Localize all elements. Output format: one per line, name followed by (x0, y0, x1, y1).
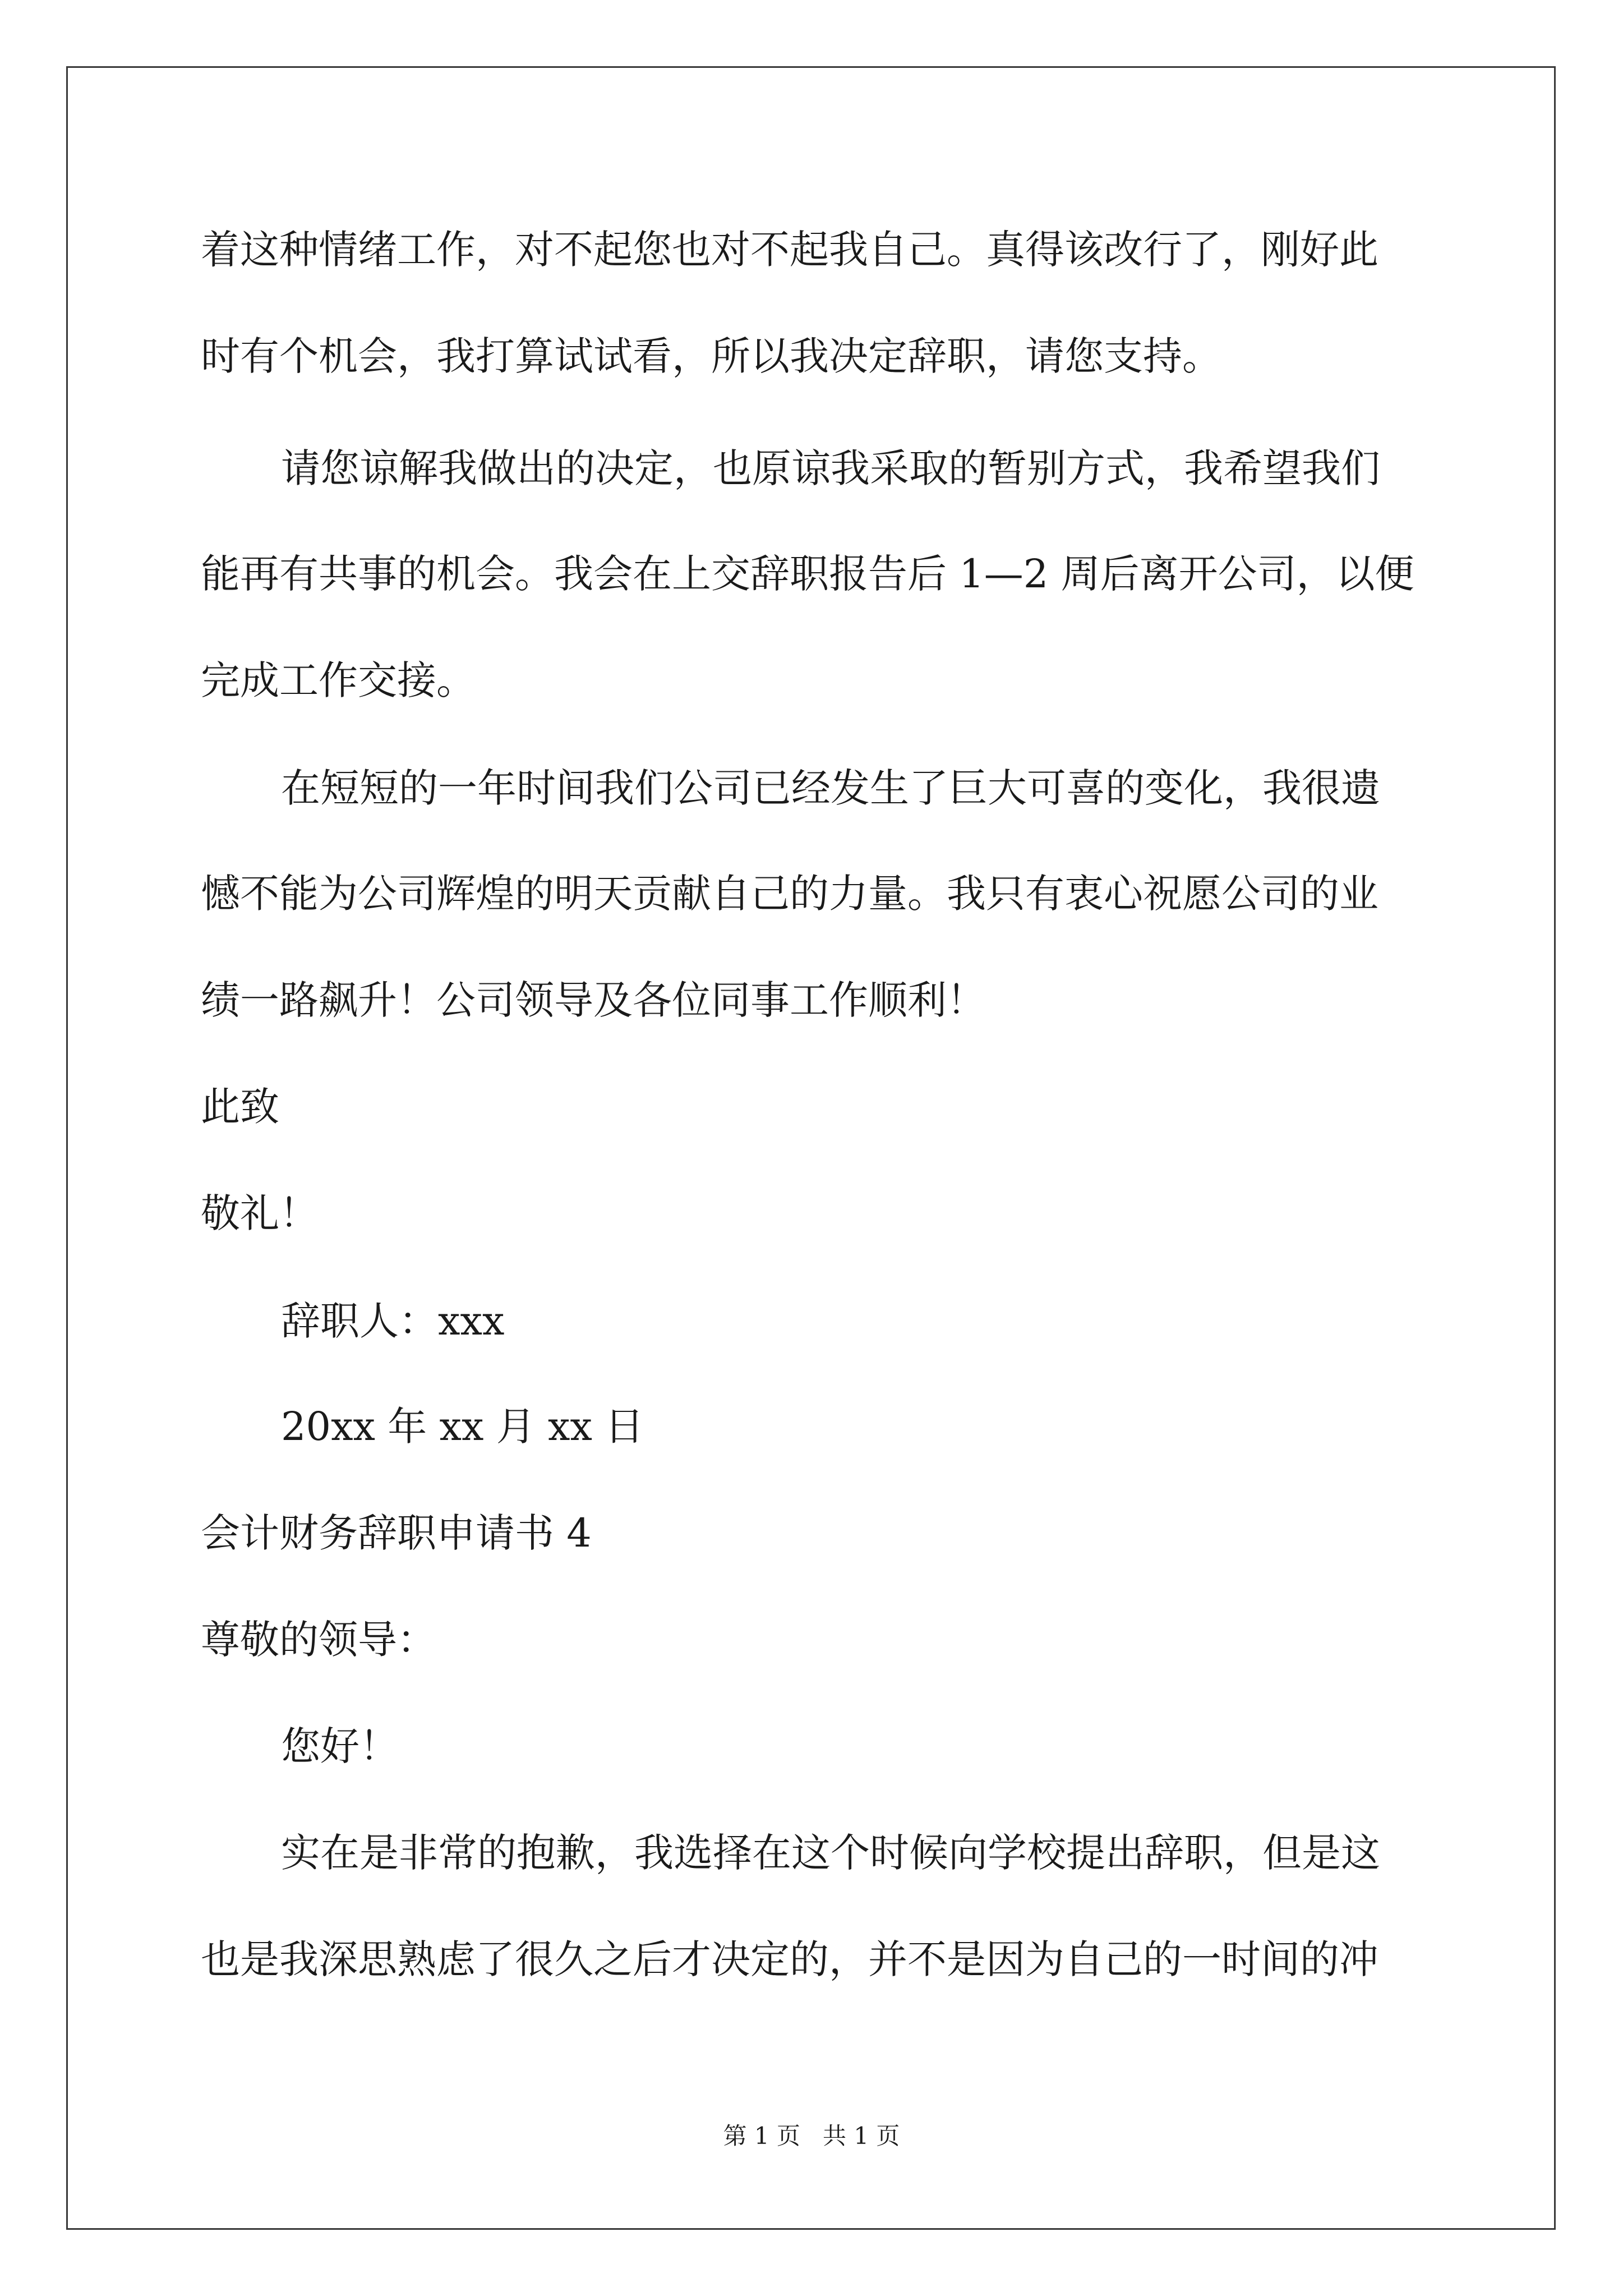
page-border (66, 66, 1556, 2230)
paragraph-line: 也是我深思熟虑了很久之后才决定的，并不是因为自己的一时间的冲 (201, 1936, 1378, 1982)
greeting: 您好！ (281, 1723, 399, 1769)
paragraph-line: 绩一路飙升！公司领导及各位同事工作顺利！ (201, 977, 986, 1023)
paragraph-line: 憾不能为公司辉煌的明天贡献自己的力量。我只有衷心祝愿公司的业 (201, 871, 1378, 917)
paragraph-line: 完成工作交接。 (201, 657, 476, 703)
signature-name: 辞职人：xxx (281, 1298, 505, 1344)
paragraph-line: 能再有共事的机会。我会在上交辞职报告后 1—2 周后离开公司，以便 (201, 551, 1414, 597)
paragraph-line: 实在是非常的抱歉，我选择在这个时候向学校提出辞职，但是这 (281, 1830, 1380, 1876)
closing-regards: 敬礼！ (201, 1190, 319, 1236)
page-number: 第 1 页 (723, 2122, 800, 2150)
page-footer (0, 2120, 1623, 2152)
signature-date: 20xx 年 xx 月 xx 日 (281, 1404, 644, 1450)
section-title: 会计财务辞职申请书 4 (201, 1510, 592, 1556)
paragraph-line: 在短短的一年时间我们公司已经发生了巨大可喜的变化，我很遗 (281, 765, 1380, 811)
paragraph-line: 请您谅解我做出的决定，也原谅我采取的暂别方式，我希望我们 (281, 445, 1380, 491)
salutation: 尊敬的领导： (201, 1617, 436, 1663)
closing-salutation: 此致 (201, 1084, 279, 1130)
paragraph-line: 时有个机会，我打算试试看，所以我决定辞职，请您支持。 (201, 333, 1221, 379)
paragraph-line: 着这种情绪工作，对不起您也对不起我自己。真得该改行了，刚好此 (201, 227, 1378, 273)
total-pages: 共 1 页 (823, 2122, 900, 2150)
